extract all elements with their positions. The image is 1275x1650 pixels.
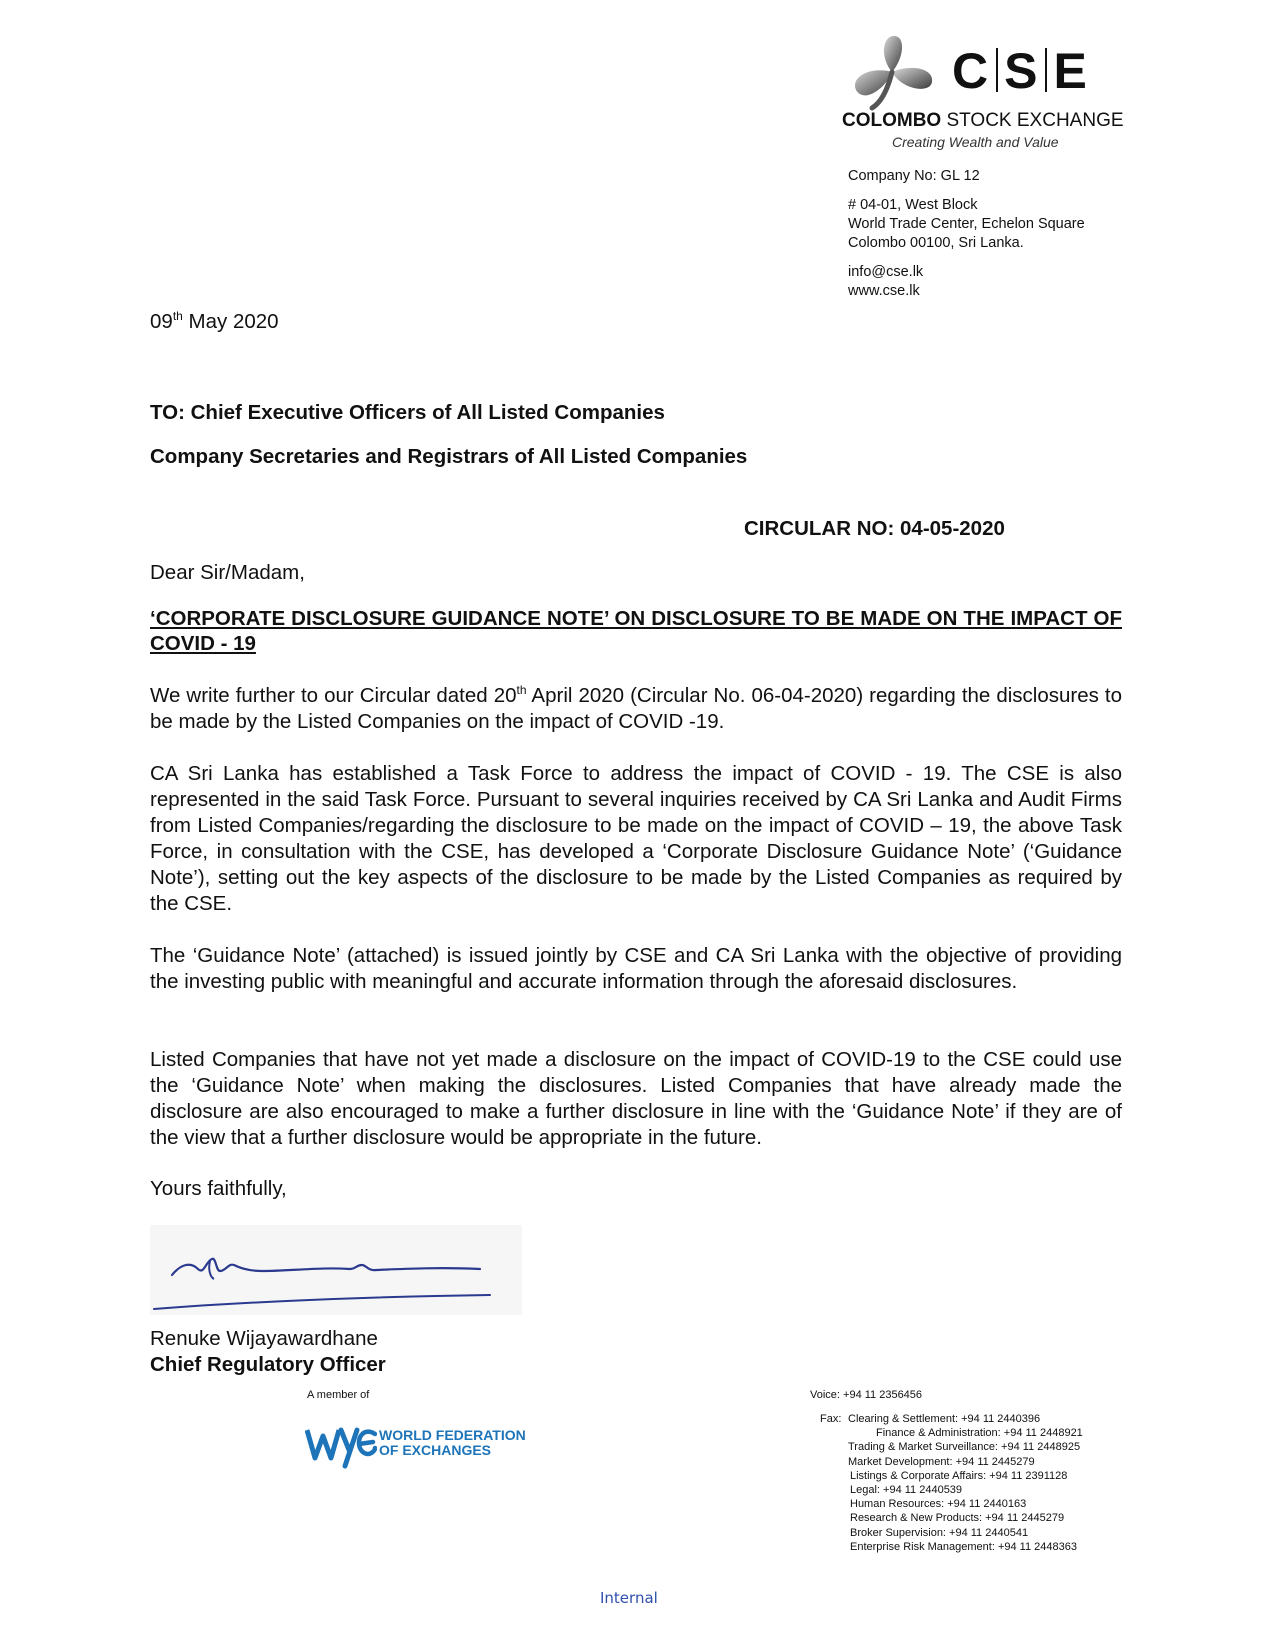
cse-logo	[842, 28, 1142, 158]
voice-number: Voice: +94 11 2356456	[810, 1389, 923, 1401]
closing: Yours faithfully,	[150, 1177, 287, 1200]
letter-date: 09th May 2020	[150, 309, 279, 333]
address-line-2: World Trade Center, Echelon Square	[848, 216, 1085, 232]
paragraph-3: The ‘Guidance Note’ (attached) is issued jointly by CSE and CA Sri Lanka with the objective of providing the investing public with meaningful and accurate information through the aforesaid disclosures.	[150, 944, 1122, 993]
exchange-tagline: Creating Wealth and Value	[892, 134, 1059, 150]
fax-line: Market Development: +94 11 2445279	[848, 1455, 1035, 1468]
fax-line: Enterprise Risk Management: +94 11 2448363	[850, 1540, 1077, 1553]
subject-heading: ‘CORPORATE DISCLOSURE GUIDANCE NOTE’ ON DISCLOSURE TO BE MADE ON THE IMPACT OF COVID - 19	[150, 607, 1122, 655]
fax-line: Human Resources: +94 11 2440163	[850, 1498, 1027, 1511]
signatory-name: Renuke Wijayawardhane	[150, 1327, 378, 1350]
logo-letter-s: S	[1004, 43, 1040, 99]
addressee-line-2: Company Secretaries and Registrars of All Listed Companies	[150, 445, 748, 468]
fax-line: Clearing & Settlement: +94 11 2440396	[848, 1413, 1041, 1425]
fax-line: Research & New Products: +94 11 2445279	[850, 1512, 1065, 1525]
addressee-line: TO: Chief Executive Officers of All Listed Companies	[150, 401, 665, 424]
exchange-name: COLOMBO STOCK EXCHANGE	[842, 110, 1124, 131]
address-line-3: Colombo 00100, Sri Lanka.	[848, 235, 1024, 251]
company-number: Company No: GL 12	[848, 168, 980, 184]
cse-letters	[952, 42, 1089, 100]
fax-line: Finance & Administration: +94 11 2448921	[876, 1427, 1083, 1440]
fax-line: Broker Supervision: +94 11 2440541	[850, 1526, 1029, 1539]
wfe-name: WORLD FEDERATION OF EXCHANGES	[379, 1427, 526, 1458]
wfe-logo	[305, 1416, 545, 1476]
address-block	[848, 196, 1085, 253]
email-link[interactable]: info@cse.lk	[848, 264, 924, 280]
member-of-label: A member of	[307, 1389, 370, 1401]
paragraph-1: We write further to our Circular dated 20th April 2020 (Circular No. 06-04-2020) regarding the disclosures to be made by the Listed Companies on the impact of COVID -19.	[150, 683, 1122, 733]
logo-letter-c: C	[952, 43, 991, 99]
address-line-1: # 04-01, West Block	[848, 197, 978, 213]
paragraph-2: CA Sri Lanka has established a Task Force to address the impact of COVID - 19. The CSE is also represented in the said Task Force. Pursuant to several inquiries received by CA Sri Lanka and Audit Firms from Listed Companies/regarding the disclosure to be made on the impact of COVID – 19, the above Task Force, in consultation with the CSE, has developed a ‘Corporate Disclosure Guidance Note’ (‘Guidance Note’), setting out the key aspects of the disclosure to be made by the Listed Companies as required by the CSE.	[150, 762, 1122, 915]
logo-letter-e: E	[1053, 43, 1089, 99]
fax-line: Trading & Market Surveillance: +94 11 2448925	[848, 1441, 1081, 1454]
classification-label: Internal	[600, 1589, 658, 1607]
wfe-logo-icon	[305, 1416, 377, 1472]
signature-icon	[150, 1225, 522, 1315]
contact-block	[848, 263, 923, 301]
salutation: Dear Sir/Madam,	[150, 561, 305, 584]
circular-number: CIRCULAR NO: 04-05-2020	[744, 517, 1005, 540]
paragraph-4: Listed Companies that have not yet made a disclosure on the impact of COVID-19 to the CSE could use the ‘Guidance Note’ when making the disclosures. Listed Companies that have already made the disclosure are also encouraged to make a further disclosure in line with the ‘Guidance Note’ if they are of the view that a further disclosure would be appropriate in the future.	[150, 1048, 1122, 1149]
fax-list	[848, 1412, 1083, 1554]
fax-line: Legal: +94 11 2440539	[850, 1484, 963, 1497]
fax-line: Listings & Corporate Affairs: +94 11 2391128	[850, 1469, 1068, 1482]
signatory-title: Chief Regulatory Officer	[150, 1353, 386, 1376]
website-link[interactable]: www.cse.lk	[848, 283, 920, 299]
signature-image	[150, 1225, 522, 1315]
fax-label: Fax:	[820, 1413, 842, 1425]
